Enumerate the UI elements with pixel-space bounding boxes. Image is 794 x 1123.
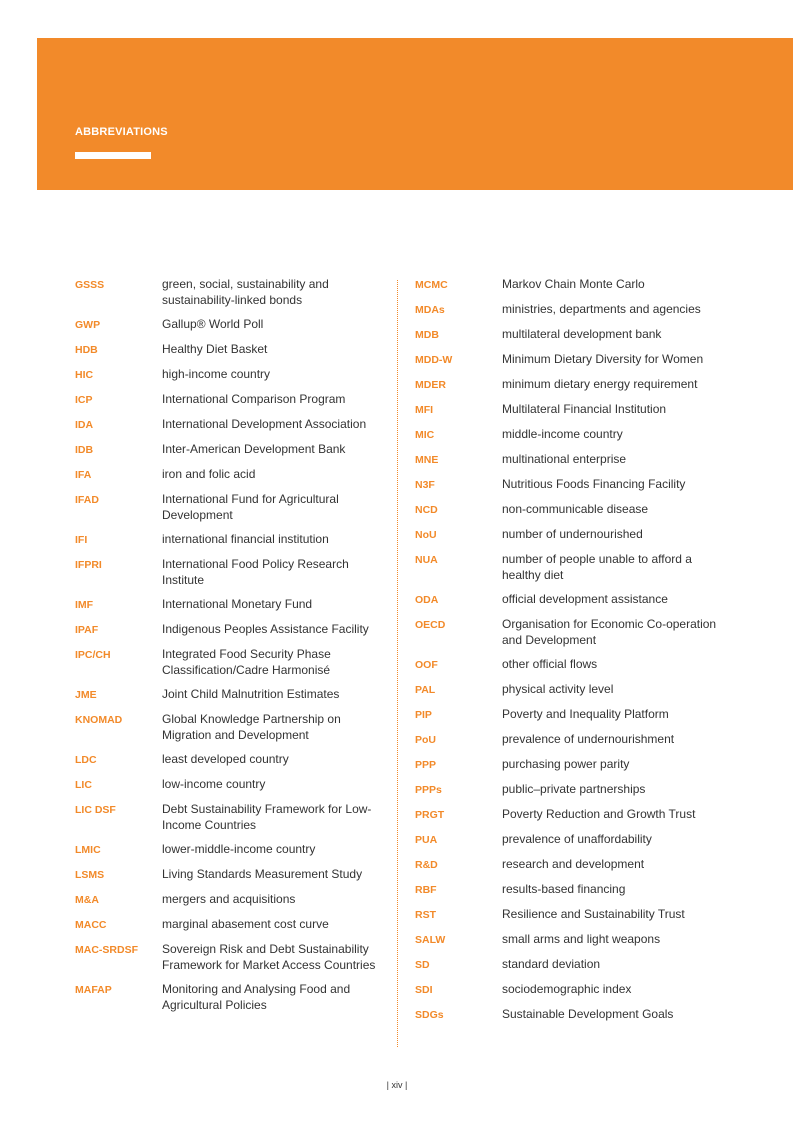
abbreviation-definition: Indigenous Peoples Assistance Facility	[162, 622, 369, 636]
abbreviation-row	[415, 781, 745, 798]
abbreviation-term: NoU	[415, 529, 437, 541]
abbreviation-row	[75, 891, 395, 908]
abbreviation-term: HDB	[75, 344, 98, 356]
abbreviation-row	[415, 591, 745, 608]
abbreviation-row	[415, 831, 745, 848]
abbreviation-definition: Debt Sustainability Framework for Low-Income Countries	[162, 802, 372, 832]
abbreviation-definition: International Development Association	[162, 417, 367, 431]
abbreviation-term: MIC	[415, 429, 435, 441]
abbreviation-definition: number of undernourished	[502, 527, 643, 541]
page-number: | xiv |	[386, 1080, 408, 1090]
abbreviation-definition: multinational enterprise	[502, 452, 627, 466]
abbreviation-row	[415, 616, 745, 648]
abbreviation-definition: Global Knowledge Partnership on Migration and Development	[162, 712, 341, 742]
abbreviation-definition: physical activity level	[502, 682, 614, 696]
abbreviation-row	[415, 656, 745, 673]
abbreviation-definition: Sustainable Development Goals	[502, 1007, 674, 1021]
abbreviation-term: GWP	[75, 319, 101, 331]
abbreviation-term: MDD-W	[415, 354, 453, 366]
abbreviation-term: IFA	[75, 469, 92, 481]
abbreviation-term: SDI	[415, 984, 433, 996]
abbreviation-definition: Resilience and Sustainability Trust	[502, 907, 685, 921]
abbreviation-row	[415, 981, 745, 998]
abbreviation-term: IFI	[75, 534, 88, 546]
abbreviation-row	[415, 706, 745, 723]
abbreviation-definition: Sovereign Risk and Debt Sustainability Framework for Market Access Countries	[162, 942, 376, 972]
abbreviation-definition: Living Standards Measurement Study	[162, 867, 363, 881]
abbreviation-row	[415, 451, 745, 468]
abbreviation-row	[415, 1006, 745, 1023]
abbreviation-definition: prevalence of unaffordability	[502, 832, 652, 846]
abbreviation-definition: lower-middle-income country	[162, 842, 316, 856]
abbreviation-row	[415, 401, 745, 418]
abbreviation-definition: Poverty Reduction and Growth Trust	[502, 807, 696, 821]
abbreviation-term: LMIC	[75, 844, 101, 856]
abbreviation-definition: International Fund for Agricultural Development	[162, 492, 339, 522]
abbreviation-row	[75, 466, 395, 483]
abbreviation-term: MAFAP	[75, 984, 112, 996]
abbreviation-definition: sociodemographic index	[502, 982, 632, 996]
abbreviation-definition: Gallup® World Poll	[162, 317, 264, 331]
abbreviation-term: SD	[415, 959, 430, 971]
abbreviation-definition: Joint Child Malnutrition Estimates	[162, 687, 340, 701]
abbreviation-definition: Organisation for Economic Co-operation and Development	[502, 617, 717, 647]
abbreviation-term: M&A	[75, 894, 99, 906]
abbreviation-definition: other official flows	[502, 657, 598, 671]
abbreviation-term: PRGT	[415, 809, 445, 821]
abbreviation-row	[75, 646, 395, 678]
abbreviation-row	[415, 681, 745, 698]
abbreviation-row	[75, 366, 395, 383]
abbreviation-term: MFI	[415, 404, 434, 416]
abbreviation-term: PoU	[415, 734, 436, 746]
header-banner	[37, 38, 793, 190]
abbreviation-definition: research and development	[502, 857, 645, 871]
abbreviation-term: IFAD	[75, 494, 99, 506]
abbreviation-row	[415, 426, 745, 443]
abbreviation-term: MACC	[75, 919, 107, 931]
abbreviation-term: IDB	[75, 444, 94, 456]
abbreviation-definition: green, social, sustainability and sustainability-linked bonds	[162, 277, 329, 307]
abbreviation-row	[75, 981, 395, 1013]
abbreviation-definition: multilateral development bank	[502, 327, 662, 341]
abbreviation-term: LIC DSF	[75, 804, 116, 816]
abbreviation-row	[75, 801, 395, 833]
abbreviation-term: SDGs	[415, 1009, 444, 1021]
abbreviation-row	[75, 916, 395, 933]
abbreviation-row	[415, 756, 745, 773]
abbreviation-term: HIC	[75, 369, 94, 381]
abbreviation-row	[75, 531, 395, 548]
abbreviation-term: LIC	[75, 779, 92, 791]
abbreviation-row	[415, 351, 745, 368]
abbreviation-definition: International Comparison Program	[162, 392, 346, 406]
abbreviation-term: MDB	[415, 329, 439, 341]
abbreviation-row	[75, 941, 395, 973]
abbreviation-row	[415, 326, 745, 343]
abbreviation-definition: number of people unable to afford a healthy diet	[502, 552, 692, 582]
abbreviation-definition: results-based financing	[502, 882, 626, 896]
abbreviation-row	[75, 441, 395, 458]
abbreviation-term: KNOMAD	[75, 714, 123, 726]
abbreviation-definition: iron and folic acid	[162, 467, 256, 481]
abbreviation-term: PUA	[415, 834, 438, 846]
abbreviation-term: N3F	[415, 479, 435, 491]
abbreviation-definition: International Monetary Fund	[162, 597, 313, 611]
abbreviation-row	[75, 866, 395, 883]
abbreviation-row	[75, 391, 395, 408]
abbreviation-row	[415, 931, 745, 948]
abbreviation-term: PIP	[415, 709, 432, 721]
abbreviation-definition: mergers and acquisitions	[162, 892, 296, 906]
abbreviation-row	[415, 276, 745, 293]
abbreviation-definition: Monitoring and Analysing Food and Agricultural Policies	[162, 982, 351, 1012]
abbreviation-definition: prevalence of undernourishment	[502, 732, 675, 746]
abbreviation-term: OOF	[415, 659, 438, 671]
abbreviation-definition: Multilateral Financial Institution	[502, 402, 667, 416]
abbreviation-row	[75, 711, 395, 743]
abbreviation-row	[415, 526, 745, 543]
abbreviation-term: IDA	[75, 419, 94, 431]
abbreviation-definition: Nutritious Foods Financing Facility	[502, 477, 686, 491]
abbreviation-term: PPPs	[415, 784, 442, 796]
abbreviation-term: LDC	[75, 754, 97, 766]
abbreviation-row	[415, 881, 745, 898]
abbreviation-row	[415, 906, 745, 923]
abbreviation-row	[415, 731, 745, 748]
abbreviation-row	[415, 806, 745, 823]
abbreviation-row	[415, 956, 745, 973]
abbreviation-row	[75, 841, 395, 858]
abbreviation-term: R&D	[415, 859, 438, 871]
page-title: ABBREVIATIONS	[75, 126, 168, 138]
abbreviation-term: IMF	[75, 599, 94, 611]
abbreviation-row	[75, 491, 395, 523]
abbreviation-row	[75, 621, 395, 638]
abbreviation-row	[415, 301, 745, 318]
abbreviation-definition: non-communicable disease	[502, 502, 649, 516]
abbreviation-row	[75, 341, 395, 358]
abbreviation-row	[75, 686, 395, 703]
abbreviation-term: MDAs	[415, 304, 445, 316]
abbreviation-definition: public–private partnerships	[502, 782, 646, 796]
abbreviation-row	[75, 751, 395, 768]
abbreviation-term: GSSS	[75, 279, 105, 291]
abbreviation-definition: minimum dietary energy requirement	[502, 377, 698, 391]
column-divider	[397, 280, 398, 1047]
abbreviation-row	[75, 596, 395, 613]
abbreviation-term: MCMC	[415, 279, 448, 291]
abbreviation-definition: Poverty and Inequality Platform	[502, 707, 669, 721]
abbreviation-term: MNE	[415, 454, 439, 466]
abbreviation-term: RBF	[415, 884, 437, 896]
abbreviation-definition: purchasing power parity	[502, 757, 630, 771]
abbreviation-term: PPP	[415, 759, 437, 771]
abbreviation-definition: middle-income country	[502, 427, 623, 441]
title-underline	[75, 152, 151, 159]
abbreviation-term: JME	[75, 689, 97, 701]
abbreviation-row	[75, 556, 395, 588]
abbreviation-term: LSMS	[75, 869, 105, 881]
abbreviation-term: IPAF	[75, 624, 99, 636]
abbreviation-term: NUA	[415, 554, 438, 566]
abbreviation-term: SALW	[415, 934, 446, 946]
abbreviation-row	[415, 476, 745, 493]
abbreviation-row	[415, 376, 745, 393]
abbreviations-column-right	[415, 276, 745, 1031]
abbreviation-definition: Markov Chain Monte Carlo	[502, 277, 645, 291]
abbreviation-row	[415, 551, 745, 583]
abbreviation-term: MDER	[415, 379, 446, 391]
abbreviation-term: PAL	[415, 684, 436, 696]
abbreviation-row	[75, 316, 395, 333]
abbreviation-definition: low-income country	[162, 777, 266, 791]
abbreviation-term: RST	[415, 909, 436, 921]
abbreviation-row	[75, 776, 395, 793]
abbreviation-definition: standard deviation	[502, 957, 601, 971]
abbreviation-row	[415, 501, 745, 518]
abbreviation-definition: international financial institution	[162, 532, 329, 546]
abbreviation-term: IFPRI	[75, 559, 102, 571]
abbreviation-definition: high-income country	[162, 367, 271, 381]
abbreviation-definition: Healthy Diet Basket	[162, 342, 268, 356]
abbreviations-column-left	[75, 276, 395, 1021]
abbreviation-row	[75, 276, 395, 308]
abbreviation-term: NCD	[415, 504, 438, 516]
abbreviation-row	[75, 416, 395, 433]
abbreviation-definition: official development assistance	[502, 592, 668, 606]
abbreviation-term: IPC/CH	[75, 649, 111, 661]
abbreviation-term: ICP	[75, 394, 93, 406]
abbreviation-definition: International Food Policy Research Institute	[162, 557, 349, 587]
abbreviation-definition: Minimum Dietary Diversity for Women	[502, 352, 704, 366]
abbreviation-definition: small arms and light weapons	[502, 932, 661, 946]
abbreviation-definition: marginal abasement cost curve	[162, 917, 329, 931]
abbreviation-definition: ministries, departments and agencies	[502, 302, 701, 316]
abbreviation-definition: Integrated Food Security Phase Classification/Cadre Harmonisé	[162, 647, 331, 677]
abbreviation-definition: least developed country	[162, 752, 289, 766]
abbreviation-definition: Inter-American Development Bank	[162, 442, 346, 456]
abbreviation-term: OECD	[415, 619, 446, 631]
abbreviation-row	[415, 856, 745, 873]
abbreviation-term: ODA	[415, 594, 439, 606]
abbreviation-term: MAC-SRDSF	[75, 944, 138, 956]
